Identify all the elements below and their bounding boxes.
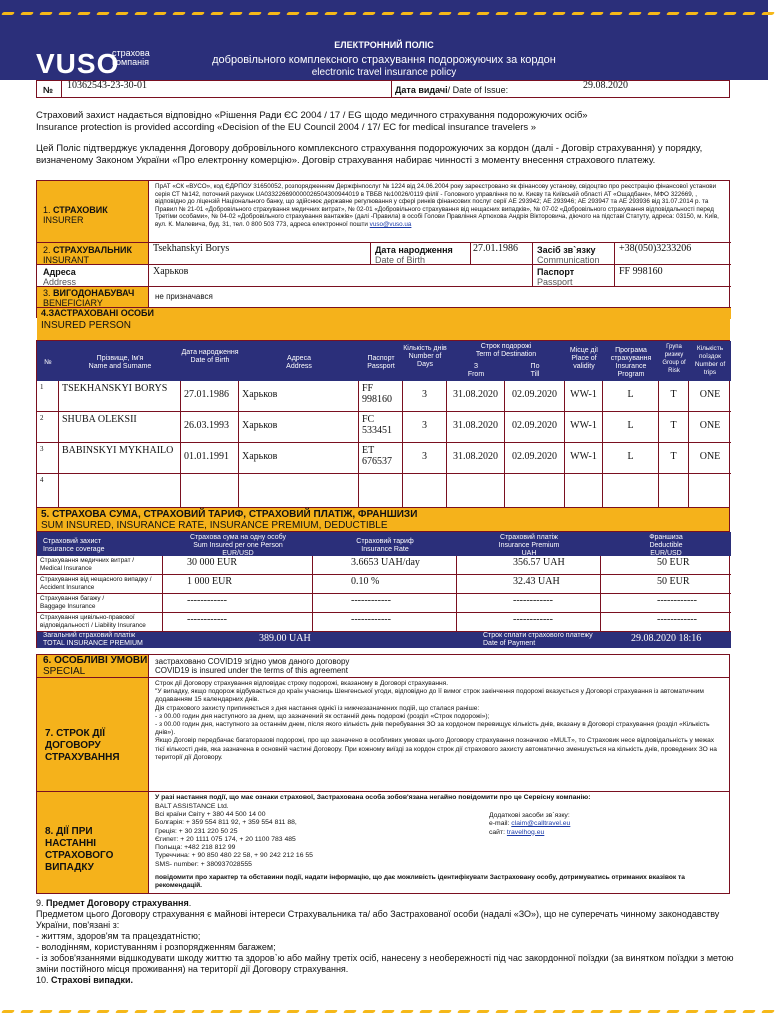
coverage-rate-cell (313, 613, 457, 632)
insured-till-cell (505, 381, 565, 412)
insured-trips: ONE (699, 420, 721, 431)
special-conditions (36, 654, 730, 678)
policy-title: ЕЛЕКТРОННИЙ ПОЛІС (334, 40, 434, 50)
insured-place: WW-1 (570, 451, 597, 462)
insured-group-cell (659, 474, 689, 508)
coverage-label: Страхування цивільно-правової відповідальності / Liability Insurance (40, 614, 146, 629)
insured-group-cell (659, 443, 689, 474)
insured-till: 02.09.2020 (512, 420, 557, 431)
insured-addr: Харьков (242, 389, 278, 400)
insured-from-cell (447, 412, 505, 443)
parties-block (36, 180, 730, 318)
assistance-phone: Єгипет: + 20 1111 075 174, + 20 1100 783 485 (155, 835, 296, 843)
coverage-sum: 30 000 EUR (187, 557, 237, 568)
assistance-phone: SMS- number: + 380937028555 (155, 860, 252, 868)
insured-trips-cell (689, 443, 731, 474)
logo-subtitle: страхова компанія (112, 48, 150, 67)
insured-place: WW-1 (570, 389, 597, 400)
beneficiary-value: не призначався (155, 292, 213, 301)
insured-program-cell (603, 381, 659, 412)
policy-number: 10362543-23-30-01 (67, 80, 147, 91)
subject-section: 9. Предмет Договору страхування. Предметом цього Договору страхування є майнові інтереси Страхувальника та/ або Застрахованої особи (надалі «ЗО»), що не суперечать чинному законодавству України, пов'язані з: - життям, здоров'ям та працездатністю; - володінням, користуванням і розпорядженням багажем; - із зобов'язаннями відшкодувати шкоду життю та здоров`ю або майну третіх осіб, нанесену з необережності під час закордонної поїздки (за винятком поїздки з метою зміни постійного місця проживання) на території дії Договору страхування. 10. Страхові випадки. (36, 898, 736, 986)
subject-line: - життям, здоров'ям та працездатністю; (36, 931, 201, 941)
insured-group: T (670, 389, 677, 400)
number-label: № (43, 85, 54, 95)
insured-no-cell (37, 381, 59, 412)
insured-place-cell (565, 474, 603, 508)
total-row: Загальний страховий платіж TOTAL INSURANCE PREMIUM 389.00 UAH Строк сплати страхового платежу Date of Payment 29.08.2020 18:16 (37, 632, 731, 648)
insured-no: 1 (40, 383, 44, 391)
coverage-sum: ------------ (187, 614, 227, 625)
coverage-deductible: ------------ (657, 614, 697, 625)
total-premium: 389.00 UAH (259, 633, 311, 644)
term-paragraph: "У випадку, якщо подорож відбувається до країн учасниць Шенгенської угоди, відповідно до її вимог строк закінчення подорожі вказується у Договорі страхування із автоматичним додаванням 15 календарних днів. (155, 688, 704, 704)
insurant-name-cell (149, 243, 371, 265)
insured-name-cell (59, 474, 181, 508)
insured-place-cell (565, 443, 603, 474)
insured-till-cell (505, 443, 565, 474)
insured-days: 3 (422, 420, 427, 431)
term-paragraph: Строк дії Договору страхування відповідає строку подорожі, вказаному в Договорі страхування. (155, 680, 449, 687)
intro-line-2: Insurance protection is provided according «Decision of the EU Council 2004 / 17/ EC for medical insurance travelers » (36, 122, 537, 133)
coverage-label: Страхування багажу / Baggage Insurance (40, 595, 105, 610)
insured-days: 3 (422, 389, 427, 400)
insured-pass: ET 676537 (362, 445, 392, 467)
insured-program-cell (603, 474, 659, 508)
insured-pass-cell (359, 474, 403, 508)
insured-name: TSEKHANSKYI BORYS (62, 383, 168, 394)
decorative-dash-line (0, 9, 768, 19)
insured-days-cell (403, 381, 447, 412)
insured-pass-cell (359, 381, 403, 412)
policy-subtitle-ua: добровільного комплексного страхування подорожуючих за кордон (212, 54, 556, 66)
insured-place-cell (565, 381, 603, 412)
website-link[interactable]: travelhog.eu (506, 828, 545, 836)
policy-number-row (36, 80, 730, 98)
claim-email-link[interactable]: claim@calltravel.eu (511, 820, 571, 828)
insured-group-cell (659, 412, 689, 443)
coverage-rate: 3.6653 UAH/day (351, 557, 420, 568)
coverage-deductible-cell (601, 556, 731, 575)
coverage-premium-cell (457, 613, 601, 632)
insured-addr-cell (239, 443, 359, 474)
coverage-sum: 1 000 EUR (187, 576, 232, 587)
event-intro: У разі настання події, що має ознаки страхової, Застрахована особа зобов'язана негайно повідомити про це Сервісну компанію: (155, 794, 591, 801)
insured-dob: 26.03.1993 (184, 420, 229, 431)
insured-addr-cell (239, 474, 359, 508)
coverage-rate: 0.10 % (351, 576, 380, 587)
passport-label: Паспорт Passport (533, 265, 615, 287)
subject-line: - володінням, користуванням і розпорядженням багажем; (36, 942, 276, 952)
insured-dob: 01.01.1991 (184, 451, 229, 462)
insurant-phone: +38(050)3233206 (619, 243, 692, 254)
insured-pass-cell (359, 443, 403, 474)
insured-no: 2 (40, 414, 44, 422)
coverage-label: Страхування від нещасного випадку / Accident Insurance (40, 576, 152, 591)
assistance-phone: Польща: +482 218 812 99 (155, 844, 236, 852)
coverage-premium: ------------ (513, 595, 553, 606)
coverage-deductible: ------------ (657, 595, 697, 606)
coverage-premium-cell (457, 575, 601, 594)
address-label: Адреса Address (37, 265, 149, 287)
insurant-passport: FF 998160 (619, 266, 663, 277)
coverage-premium: 356.57 UAH (513, 557, 565, 568)
insured-persons-title: 4.ЗАСТРАХОВАНІ ОСОБИ (37, 308, 731, 319)
special-conditions-label: 6. ОСОБЛИВІ УМОВИ SPECIAL (37, 655, 149, 677)
insured-dob-cell (181, 412, 239, 443)
term-paragraph: - з 00.00 годин дня, наступного за останнім днем, після якого кількість днів перебування ЗО за кордоном перевищує кількість днів, вказану в Договорі страхування (розділ «Кількість днів»). (155, 721, 710, 737)
insured-persons-subtitle: INSURED PERSON (37, 318, 730, 340)
insured-program: L (627, 389, 634, 400)
coverage-label-cell (37, 613, 163, 632)
coverage-premium-cell (457, 594, 601, 613)
insured-days: 3 (422, 451, 427, 462)
footer-dash-line (0, 1004, 768, 1024)
insured-group: T (670, 451, 677, 462)
coverage-rate-cell (313, 575, 457, 594)
beneficiary-value-cell (149, 287, 731, 308)
coverage-deductible: 50 EUR (657, 576, 690, 587)
insured-no: 4 (40, 476, 44, 484)
coverage-label-cell (37, 575, 163, 594)
insurant-dob-cell (471, 243, 533, 265)
assistance-phone: Греція: + 30 231 220 50 25 (155, 827, 238, 835)
insured-group-cell (659, 381, 689, 412)
insured-name: BABINSKYI MYKHAILO (62, 445, 174, 456)
insured-no-cell (37, 474, 59, 508)
coverage-rate: ------------ (351, 595, 391, 606)
insured-from: 31.08.2020 (453, 389, 498, 400)
coverage-sum-cell (163, 575, 313, 594)
term-paragraph: - з 00.00 годин дня наступного за днем, що зазначений як останній день подорожі (розділ «Строк подорожі»); (155, 712, 490, 720)
insured-till-cell (505, 474, 565, 508)
coverage-deductible: 50 EUR (657, 557, 690, 568)
assistance-phone: Туреччина: + 90 850 480 22 58, + 90 242 212 16 55 (155, 852, 313, 860)
insured-place-cell (565, 412, 603, 443)
coverage-premium-cell (457, 556, 601, 575)
insurer-label: 1. СТРАХОВИК INSURER (37, 181, 149, 243)
term-paragraph: Дія страхового захисту припиняється з дня настання однієї із нижчезазначених подій, що сталася раніше: (155, 704, 480, 712)
insured-from-cell (447, 443, 505, 474)
insured-name-cell (59, 443, 181, 474)
passport-cell (615, 265, 731, 287)
insured-addr: Харьков (242, 451, 278, 462)
insured-days-cell (403, 474, 447, 508)
coverage-sum-cell (163, 613, 313, 632)
sum-insured-table: Страховий захист Insurance coverage Страхова сума на одну особу Sum Insured per one Person EUR/USD Страховий тариф Insurance Rate Страховий платіж Insurance Premium UAH Франшиза Deductible EUR/USD Страхування медичних витрат / Medical Insurance 30 000 EUR 3.6653 UAH/day 356.57 UAH 50 EUR Страхування від нещасного випадку / Accident Insurance 1 000 EUR 0.10 % 32.43 UAH 50 EUR Страхування багажу / Baggage Insurance ------------ ------------ ------------ ------------ Страхування цивільно-правової відповідальності / Liability Insurance ------------ ------------ ------------ ------------ Загальний страховий платіж TOTAL INSURANCE PREMIUM 389.00 UAH Строк сплати страхового платежу Date of Payment 29.08.2020 18:16 (36, 532, 730, 648)
coverage-rate-cell (313, 594, 457, 613)
coverage-deductible-cell (601, 613, 731, 632)
payment-date: 29.08.2020 18:16 (631, 633, 702, 644)
insured-from-cell (447, 381, 505, 412)
insured-trips: ONE (699, 389, 721, 400)
extra-contacts: Додаткові засоби зв`язку: e-mail: claim@calltravel.eu сайт: travelhog.eu (489, 812, 571, 836)
insured-trips: ONE (699, 451, 721, 462)
vuso-logo: VUSO (36, 48, 120, 79)
insured-name-cell (59, 412, 181, 443)
insured-from: 31.08.2020 (453, 420, 498, 431)
coverage-sum-cell (163, 556, 313, 575)
insured-event-label: 8. ДІЇ ПРИ НАСТАННІ СТРАХОВОГО ВИПАДКУ (37, 792, 149, 893)
insured-days-cell (403, 412, 447, 443)
beneficiary-label: 3. ВИГОДОНАБУВАЧ BENEFICIARY (37, 287, 149, 308)
insured-pass: FC 533451 (362, 414, 392, 436)
insurant-name: Tsekhanskyi Borys (153, 243, 230, 254)
term-paragraph: Якщо Договір передбачає багаторазові подорожі, про що зазначено в особливих умовах цього Договору страхування позначкою «MULT», то Страховик несе відповідальність у межах тієї кількості днів, яка зазначена в основній частині Договору. При кожному виїзді за кордон строк дії страхового захисту автоматично зменшується на кількість днів, проведених ЗО на території дії Договору. (155, 737, 717, 761)
insured-event-block (36, 792, 730, 894)
insurant-dob: 27.01.1986 (473, 243, 518, 254)
policy-subtitle-en: electronic travel insurance policy (311, 67, 457, 78)
assistance-phone: Всі країни Світу + 380 44 500 14 00 (155, 811, 266, 818)
insured-name-cell (59, 381, 181, 412)
coverage-rate: ------------ (351, 614, 391, 625)
issue-date-label: Дата видачі/ Date of Issue: (395, 85, 509, 95)
insured-till: 02.09.2020 (512, 451, 557, 462)
insured-no-cell (37, 412, 59, 443)
insured-place: WW-1 (570, 420, 597, 431)
coverage-label-cell (37, 594, 163, 613)
insured-persons-table: № Прізвище, Ім'я Name and Surname Дата народження Date of Birth Адреса Address Паспорт Passport Кількість днів Number of Days Строк подорожі Term of Destination З From По Till Місце дії Place of validity Програма страхування Insurance Program Група ризику Group of Risk Кількість поїздок Number of trips 1 TSEKHANSKYI BORYS 27.01.1986 Харьков FF 998160 3 31.08.2020 02.09.2020 WW-1 L T ONE 2 SHUBA OLEKSII 26.03.1993 Харьков FC 533451 3 31.08.2020 02.09.2020 WW-1 L T ONE 3 BABINSKYI MYKHAILO 01.01.1991 Харьков ET 676537 3 31.08.2020 02.09.2020 WW-1 L T ONE 4 (36, 340, 730, 508)
insured-name: SHUBA OLEKSII (62, 414, 137, 425)
special-conditions-ua: застраховано COVID19 згідно умов даного договору (155, 657, 350, 666)
coverage-premium: ------------ (513, 614, 553, 625)
insurer-details: ПрАТ «СК «ВУСО», код ЄДРПОУ 31650052, розпорядженням Держфінпослуг № 1224 від 24.06.2004 року зареєстровано як фінансову установу, свідоцтво про реєстрацію фінансової установи серія СТ №142, поточний рахунок UA033226690000026504300944019 в ТВБВ №10026/0119 філії - Головного управління по м. Києву та Київській області АТ «Ощадбанк», МФО 322669, , відповідно до ліцензій Національного банку, що здійснює державне регулювання у сфері ринків фінансових послуг серії АЕ 293942; АЕ 293946; АЕ 293947 та АЕ 293936 від 31.07.2014 р. та Правил № 21-01 «Добровільного страхування медичних витрат», № 02-01 «Добровільного страхування від нещасних випадків», № 07-02 «Добровільного страхування відповідальності перед Третіми особами», № 04-02 «Добровільного страхування вантажів» (далі -Правила) в особі Голови Правління Артюхова Андрія Вікторовича, діючого на підставі Статуту, адреса: 03150, м. Київ, вул. К. Малевича, буд. 31, тел. 0 800 503 773, адреса електронної пошти vuso@vuso.ua (149, 181, 731, 243)
policy-term-block (36, 678, 730, 792)
insurant-address: Харьков (153, 266, 189, 277)
insured-no: 3 (40, 445, 44, 453)
intro-line-3: Цей Поліс підтверджує укладення Договору добровільного комплексного страхування подорожуючих за кордон (далі - Договір страхування) у порядку, визначеному Законом України «Про електронну комерцію». Договір страхування набирає чинності з моменту внесення страхового платежу. (36, 143, 703, 166)
coverage-deductible-cell (601, 575, 731, 594)
coverage-sum: ------------ (187, 595, 227, 606)
insured-addr-cell (239, 381, 359, 412)
insurer-email-link[interactable]: vuso@vuso.ua (369, 220, 412, 228)
coverage-label: Страхування медичних витрат / Medical Insurance (40, 557, 135, 572)
communication-label: Засіб зв`язку Communication (533, 243, 615, 265)
insurant-dob-label: Дата народження Date of Birth (371, 243, 471, 265)
assistance-phone: Болгарія: + 359 554 811 92, + 359 554 811 88, (155, 819, 297, 827)
assistance-company: BALT ASSISTANCE Ltd. (155, 803, 229, 810)
policy-term-label: 7. СТРОК ДІЇ ДОГОВОРУ СТРАХУВАННЯ (37, 678, 149, 791)
event-footer: повідомити про характер та обставини події, надати інформацію, що дає можливість ідентифікувати Застраховану особу, дотримуватись отриманих вказівок та рекомендацій. (155, 874, 685, 889)
insurant-label: 2. СТРАХУВАЛЬНИК INSURANT (37, 243, 149, 265)
coverage-sum-cell (163, 594, 313, 613)
insured-dob-cell (181, 381, 239, 412)
insured-group: T (670, 420, 677, 431)
insured-program-cell (603, 412, 659, 443)
intro-line-1: Страховий захист надається відповідно «Рішення Ради ЄС 2004 / 17 / EG щодо медичного страхування подорожуючих осіб» (36, 110, 588, 121)
insured-program: L (627, 451, 634, 462)
insured-no-cell (37, 443, 59, 474)
insured-till: 02.09.2020 (512, 389, 557, 400)
insured-dob-cell (181, 443, 239, 474)
insured-dob: 27.01.1986 (184, 389, 229, 400)
insured-trips-cell (689, 412, 731, 443)
issue-date: 29.08.2020 (583, 80, 628, 91)
policy-term-text (155, 680, 725, 762)
insured-pass: FF 998160 (362, 383, 392, 405)
insured-pass-cell (359, 412, 403, 443)
insured-trips-cell (689, 474, 731, 508)
insured-trips-cell (689, 381, 731, 412)
insured-till-cell (505, 412, 565, 443)
coverage-rate-cell (313, 556, 457, 575)
insured-addr: Харьков (242, 420, 278, 431)
subject-line: - із зобов'язаннями відшкодувати шкоду життю та здоров`ю або майну третіх осіб, нанесену з необережності під час закордонної поїздки (за винятком поїздки з метою зміни постійного місця проживання) на території дії Договору страхування. (36, 953, 734, 974)
sum-insured-title: 5. СТРАХОВА СУМА, СТРАХОВИЙ ТАРИФ, СТРАХОВИЙ ПЛАТІЖ, ФРАНШИЗИ SUM INSURED, INSURANCE RATE, INSURANCE PREMIUM, DEDUCTIBLE (36, 508, 730, 532)
insured-from-cell (447, 474, 505, 508)
insured-dob-cell (181, 474, 239, 508)
header-banner (0, 0, 768, 80)
insured-program: L (627, 420, 634, 431)
insured-addr-cell (239, 412, 359, 443)
subject-line: Предметом цього Договору страхування є майнові інтереси Страхувальника та/ або Застрахованої особи (надалі «ЗО»), що не суперечать чинному законодавству України, пов'язані з: (36, 909, 720, 930)
assistance-phones (155, 811, 425, 869)
insured-from: 31.08.2020 (453, 451, 498, 462)
address-cell (149, 265, 533, 287)
insured-program-cell (603, 443, 659, 474)
special-conditions-en: COVID19 is insured under the terms of this agreement (155, 666, 348, 675)
coverage-deductible-cell (601, 594, 731, 613)
insured-days-cell (403, 443, 447, 474)
coverage-premium: 32.43 UAH (513, 576, 560, 587)
phone-cell (615, 243, 731, 265)
coverage-label-cell (37, 556, 163, 575)
